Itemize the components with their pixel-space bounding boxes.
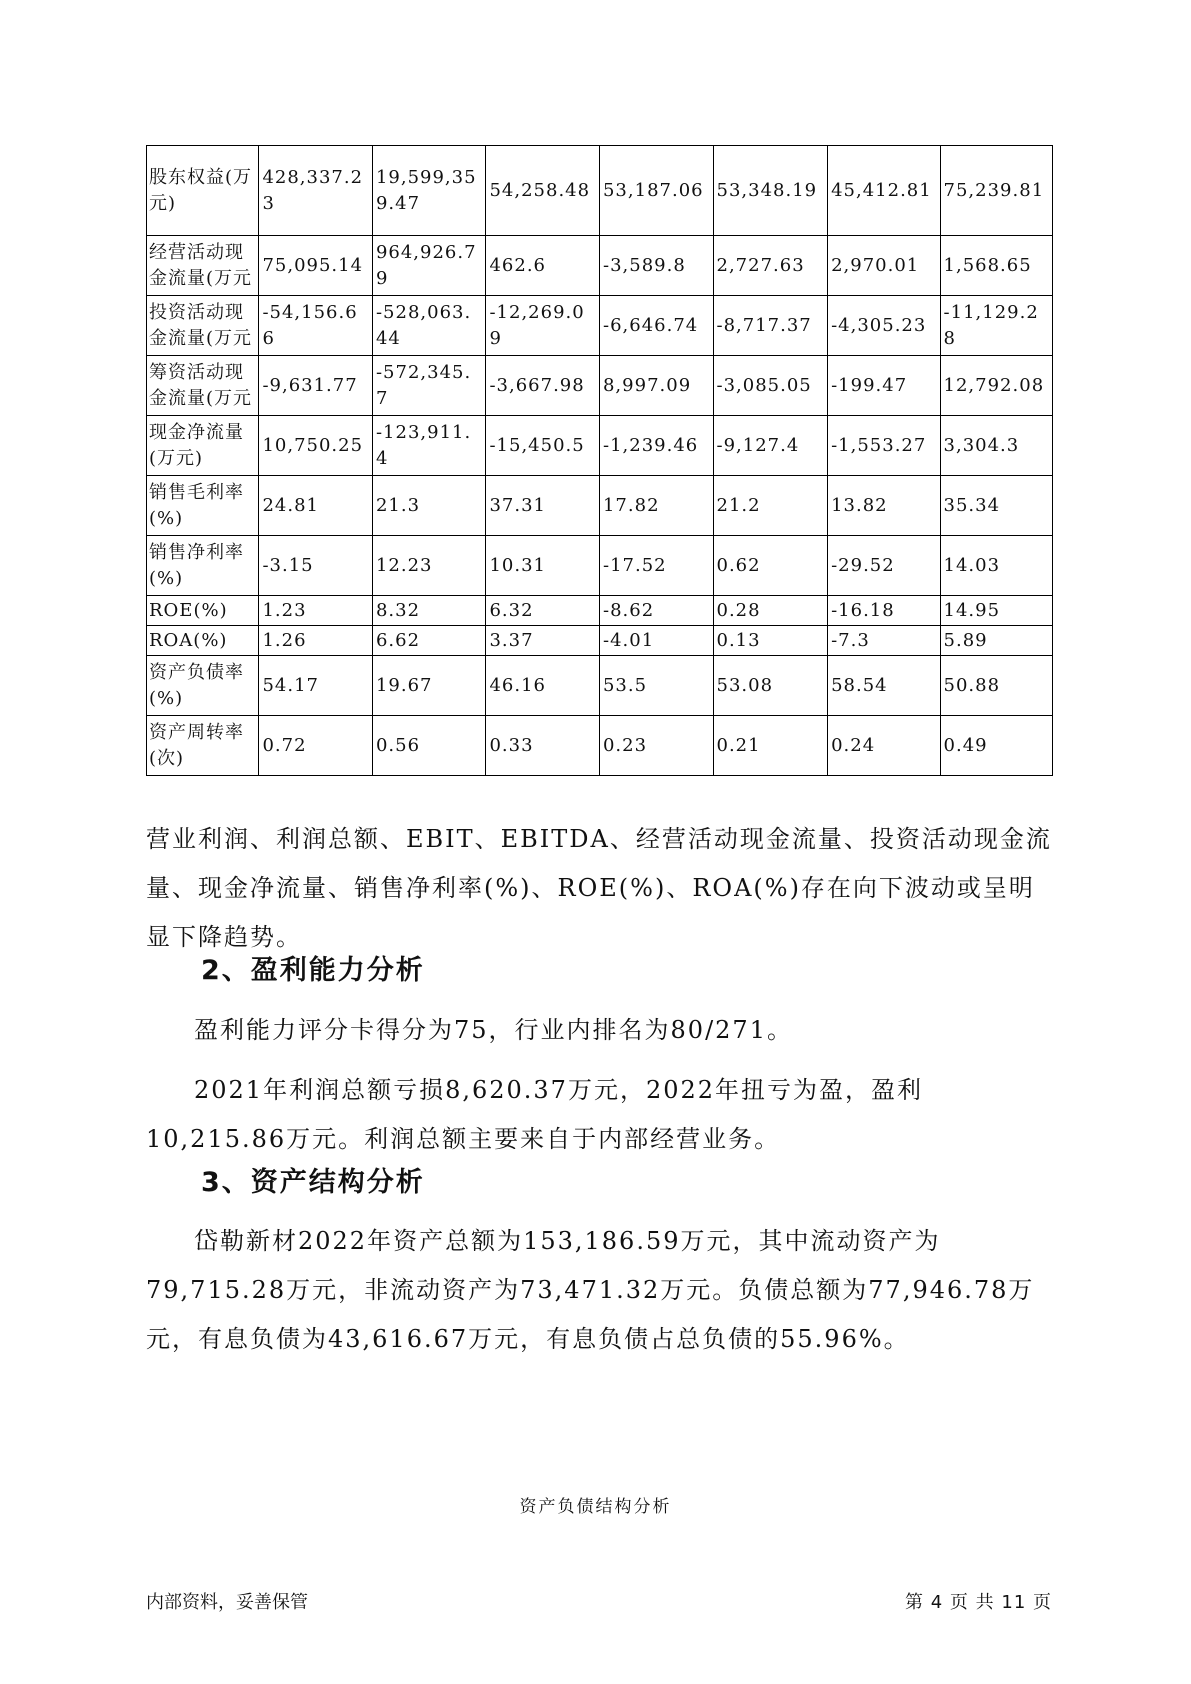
table-cell: 8.32 (372, 596, 486, 626)
table-cell: 964,926.79 (372, 236, 486, 296)
table-cell: 0.33 (486, 716, 600, 776)
table-row (147, 476, 1053, 536)
table-cell: -6,646.74 (599, 296, 713, 356)
heading-asset-structure: 3、资产结构分析 (201, 1167, 425, 1198)
table-row (147, 146, 1053, 236)
table-cell: -54,156.66 (259, 296, 373, 356)
table-cell: -15,450.5 (486, 416, 600, 476)
financial-indicators-table (146, 145, 1053, 776)
table-cell: 428,337.23 (259, 146, 373, 236)
table-cell: 53,348.19 (713, 146, 828, 236)
row-label: 投资活动现金流量(万元 (147, 296, 259, 356)
table-cell: -11,129.28 (940, 296, 1052, 356)
table-body (147, 146, 1053, 776)
table-cell: 13.82 (828, 476, 940, 536)
asset-structure-paragraph: 岱勒新材2022年资产总额为153,186.59万元，其中流动资产为79,715.28万元，非流动资产为73,471.32万元。负债总额为77,946.78万元，有息负债为43,616.67万元，有息负债占总负债的55.96%。 (146, 1227, 1035, 1353)
table-cell: 17.82 (599, 476, 713, 536)
table-cell: -3.15 (259, 536, 373, 596)
table-cell: 12,792.08 (940, 356, 1052, 416)
table-cell: 37.31 (486, 476, 600, 536)
table-cell: 3,304.3 (940, 416, 1052, 476)
table-cell: 8,997.09 (599, 356, 713, 416)
table-cell: -4,305.23 (828, 296, 940, 356)
table-cell: -199.47 (828, 356, 940, 416)
table-cell: 53.5 (599, 656, 713, 716)
table-cell: 10,750.25 (259, 416, 373, 476)
table-row (147, 536, 1053, 596)
table-row (147, 416, 1053, 476)
table-cell: 54,258.48 (486, 146, 600, 236)
table-row (147, 296, 1053, 356)
table-cell: -12,269.09 (486, 296, 600, 356)
row-label: 现金净流量(万元) (147, 416, 259, 476)
table-cell: 5.89 (940, 626, 1052, 656)
table-cell: 0.62 (713, 536, 828, 596)
table-row (147, 236, 1053, 296)
table-cell: 0.21 (713, 716, 828, 776)
row-label: 销售净利率(%) (147, 536, 259, 596)
table-cell: -16.18 (828, 596, 940, 626)
table-cell: -4.01 (599, 626, 713, 656)
table-cell: -8,717.37 (713, 296, 828, 356)
table-cell: 45,412.81 (828, 146, 940, 236)
table-cell: 0.28 (713, 596, 828, 626)
table-cell: 0.56 (372, 716, 486, 776)
table-cell: 2,727.63 (713, 236, 828, 296)
table-cell: 0.23 (599, 716, 713, 776)
table-cell: 6.62 (372, 626, 486, 656)
row-label: 资产周转率(次) (147, 716, 259, 776)
row-label: ROE(%) (147, 596, 259, 626)
table-cell: -7.3 (828, 626, 940, 656)
table-cell: 54.17 (259, 656, 373, 716)
table-cell: 12.23 (372, 536, 486, 596)
table-cell: -528,063.44 (372, 296, 486, 356)
table-cell: 0.13 (713, 626, 828, 656)
row-label: 股东权益(万元) (147, 146, 259, 236)
table-cell: 58.54 (828, 656, 940, 716)
table-cell: 1.26 (259, 626, 373, 656)
table-cell: 75,095.14 (259, 236, 373, 296)
table-cell: 6.32 (486, 596, 600, 626)
row-label: 销售毛利率(%) (147, 476, 259, 536)
table-cell: -123,911.4 (372, 416, 486, 476)
table-cell: 0.24 (828, 716, 940, 776)
table-cell: 21.3 (372, 476, 486, 536)
table-cell: 10.31 (486, 536, 600, 596)
table-row (147, 716, 1053, 776)
table-cell: 35.34 (940, 476, 1052, 536)
table-cell: 53,187.06 (599, 146, 713, 236)
footer-confidential-note: 内部资料，妥善保管 (146, 1592, 308, 1613)
table-cell: 462.6 (486, 236, 600, 296)
table-cell: -17.52 (599, 536, 713, 596)
table-cell: 14.95 (940, 596, 1052, 626)
row-label: ROA(%) (147, 626, 259, 656)
table-cell: 19,599,359.47 (372, 146, 486, 236)
chart-caption: 资产负债结构分析 (519, 1497, 672, 1517)
table-cell: -1,239.46 (599, 416, 713, 476)
table-cell: 3.37 (486, 626, 600, 656)
footer-page-number: 第 4 页 共 11 页 (905, 1592, 1052, 1613)
table-cell: 75,239.81 (940, 146, 1052, 236)
profit-total-paragraph: 2021年利润总额亏损8,620.37万元，2022年扭亏为盈，盈利10,215.86万元。利润总额主要来自于内部经营业务。 (146, 1076, 924, 1153)
table-cell: 0.49 (940, 716, 1052, 776)
table-cell: -9,127.4 (713, 416, 828, 476)
table-cell: -572,345.7 (372, 356, 486, 416)
table-cell: -3,667.98 (486, 356, 600, 416)
table-cell: 21.2 (713, 476, 828, 536)
table-cell: 1.23 (259, 596, 373, 626)
table-cell: -3,589.8 (599, 236, 713, 296)
row-label: 经营活动现金流量(万元 (147, 236, 259, 296)
row-label: 筹资活动现金流量(万元 (147, 356, 259, 416)
table-cell: 19.67 (372, 656, 486, 716)
table-row (147, 656, 1053, 716)
table-row (147, 356, 1053, 416)
table-cell: 1,568.65 (940, 236, 1052, 296)
table-cell: -9,631.77 (259, 356, 373, 416)
heading-profitability: 2、盈利能力分析 (201, 955, 425, 986)
table-cell: -8.62 (599, 596, 713, 626)
table-cell: 0.72 (259, 716, 373, 776)
table-cell: -3,085.05 (713, 356, 828, 416)
table-cell: -29.52 (828, 536, 940, 596)
table-cell: -1,553.27 (828, 416, 940, 476)
table-cell: 50.88 (940, 656, 1052, 716)
trend-paragraph: 营业利润、利润总额、EBIT、EBITDA、经营活动现金流量、投资活动现金流量、现金净流量、销售净利率(%)、ROE(%)、ROA(%)存在向下波动或呈明显下降趋势。 (146, 825, 1052, 951)
table-cell: 53.08 (713, 656, 828, 716)
row-label: 资产负债率(%) (147, 656, 259, 716)
table-row (147, 596, 1053, 626)
table-row (147, 626, 1053, 656)
table-cell: 14.03 (940, 536, 1052, 596)
table-cell: 24.81 (259, 476, 373, 536)
profitability-score-paragraph: 盈利能力评分卡得分为75，行业内排名为80/271。 (194, 1016, 793, 1044)
table-cell: 46.16 (486, 656, 600, 716)
table-cell: 2,970.01 (828, 236, 940, 296)
